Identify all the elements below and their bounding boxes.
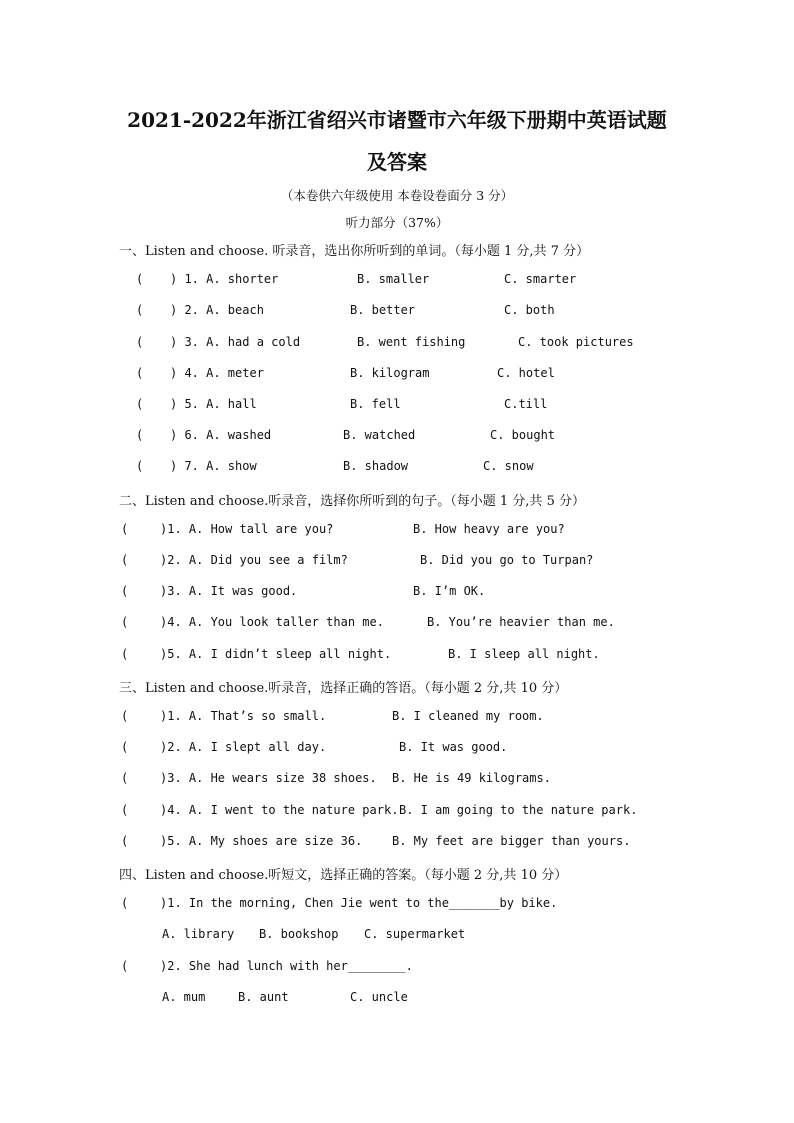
question-option-b: B. It was good. <box>399 740 508 754</box>
question-option-c: C. uncle <box>350 990 408 1004</box>
answer-paren: ( <box>136 303 144 317</box>
document-subtitle: （本卷供六年级使用 本卷设卷面分 3 分） <box>280 188 514 203</box>
question-option-b: B. I am going to the nature park. <box>399 803 638 817</box>
question-text: )1. In the morning, Chen Jie went to the_______by bike. <box>160 896 558 910</box>
answer-paren: ( <box>121 803 129 817</box>
question-option-b: B. went fishing <box>357 335 466 349</box>
section1-heading: 一、Listen and choose. 听录音，选出你所听到的单词。（每小题 1 分,共 7 分） <box>119 244 590 259</box>
answer-paren: ( <box>121 553 129 567</box>
question-option-a: ) 6. A. washed <box>170 428 272 442</box>
question-text: )2. She had lunch with her________. <box>160 959 413 973</box>
question-option-a: )4. A. I went to the nature park. <box>160 803 399 817</box>
question-option-a: )2. A. I slept all day. <box>160 740 327 754</box>
section3-heading: 三、Listen and choose.听录音，选择正确的答语。（每小题 2 分,共 10 分） <box>119 681 568 696</box>
question-option-b: B. smaller <box>357 272 430 286</box>
question-option-b: B. My feet are bigger than yours. <box>392 834 631 848</box>
answer-paren: ( <box>136 272 144 286</box>
question-option-a: ) 1. A. shorter <box>170 272 279 286</box>
question-option-c: C.till <box>504 397 548 411</box>
question-option-b: B. Did you go to Turpan? <box>420 553 594 567</box>
question-option-a: ) 7. A. show <box>170 459 257 473</box>
answer-paren: ( <box>121 740 129 754</box>
question-option-a: ) 4. A. meter <box>170 366 264 380</box>
question-option-a: A. library <box>162 927 235 941</box>
question-option-c: C. smarter <box>504 272 577 286</box>
question-option-a: )4. A. You look taller than me. <box>160 615 384 629</box>
answer-paren: ( <box>136 335 144 349</box>
answer-paren: ( <box>121 959 129 973</box>
question-option-c: C. snow <box>483 459 534 473</box>
part-title: 听力部分（37%） <box>345 215 449 230</box>
question-option-a: A. mum <box>162 990 206 1004</box>
answer-paren: ( <box>121 834 129 848</box>
answer-paren: ( <box>121 771 129 785</box>
answer-paren: ( <box>136 459 144 473</box>
question-option-a: )5. A. I didn’t sleep all night. <box>160 647 392 661</box>
question-option-a: )5. A. My shoes are size 36. <box>160 834 363 848</box>
question-option-a: )1. A. That’s so small. <box>160 709 327 723</box>
answer-paren: ( <box>121 522 129 536</box>
section4-heading: 四、Listen and choose.听短文，选择正确的答案。（每小题 2 分,共 10 分） <box>119 868 568 883</box>
question-option-b: B. kilogram <box>350 366 430 380</box>
answer-paren: ( <box>136 397 144 411</box>
question-option-b: B. I’m OK. <box>413 584 486 598</box>
question-option-b: B. watched <box>343 428 416 442</box>
question-option-c: C. bought <box>490 428 556 442</box>
answer-paren: ( <box>121 647 129 661</box>
question-option-b: B. aunt <box>238 990 289 1004</box>
question-option-b: B. better <box>350 303 416 317</box>
question-option-a: ) 3. A. had a cold <box>170 335 301 349</box>
question-option-b: B. bookshop <box>259 927 339 941</box>
document-title-line-1: 2021-2022年浙江省绍兴市诸暨市六年级下册期中英语试题 <box>127 108 667 132</box>
question-option-a: ) 5. A. hall <box>170 397 257 411</box>
answer-paren: ( <box>121 896 129 910</box>
answer-paren: ( <box>121 615 129 629</box>
question-option-a: )1. A. How tall are you? <box>160 522 334 536</box>
answer-paren: ( <box>136 428 144 442</box>
question-option-a: )3. A. He wears size 38 shoes. <box>160 771 377 785</box>
question-option-c: C. took pictures <box>518 335 634 349</box>
question-option-b: B. I sleep all night. <box>448 647 600 661</box>
answer-paren: ( <box>121 709 129 723</box>
question-option-c: C. hotel <box>497 366 555 380</box>
question-option-b: B. fell <box>350 397 401 411</box>
question-option-b: B. You’re heavier than me. <box>427 615 615 629</box>
question-option-b: B. shadow <box>343 459 409 473</box>
question-option-b: B. He is 49 kilograms. <box>392 771 551 785</box>
section2-heading: 二、Listen and choose.听录音，选择你所听到的句子。（每小题 1 分,共 5 分） <box>119 494 585 509</box>
question-option-a: ) 2. A. beach <box>170 303 264 317</box>
answer-paren: ( <box>121 584 129 598</box>
question-option-c: C. both <box>504 303 555 317</box>
question-option-b: B. I cleaned my room. <box>392 709 544 723</box>
question-option-a: )2. A. Did you see a film? <box>160 553 348 567</box>
question-option-a: )3. A. It was good. <box>160 584 298 598</box>
document-title-line-2: 及答案 <box>367 150 427 174</box>
answer-paren: ( <box>136 366 144 380</box>
question-option-b: B. How heavy are you? <box>413 522 565 536</box>
question-option-c: C. supermarket <box>364 927 466 941</box>
